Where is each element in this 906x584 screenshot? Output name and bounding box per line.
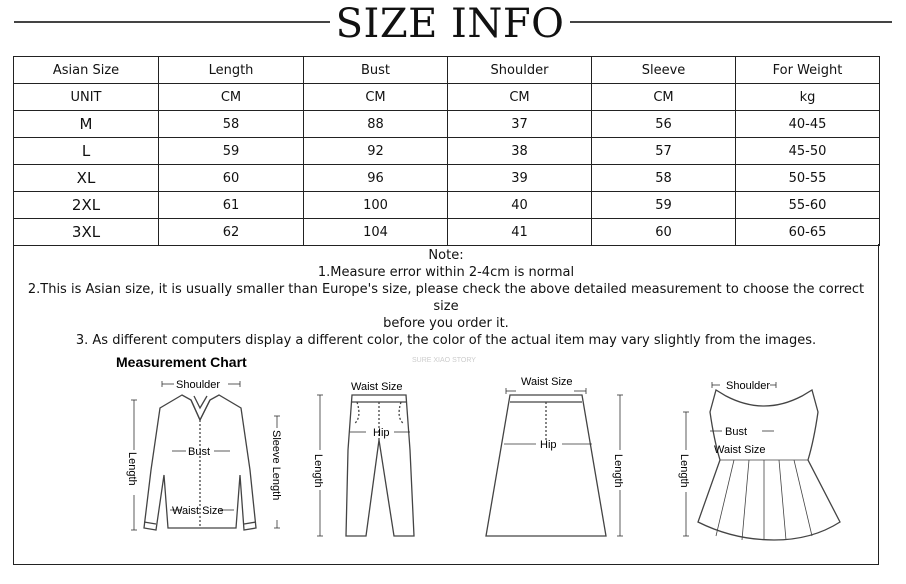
- title-row: [0, 0, 906, 48]
- column-header: Shoulder: [448, 57, 592, 84]
- unit-cell: CM: [448, 84, 592, 111]
- dress-waist-label: Waist Size: [714, 444, 766, 456]
- size-cell: 3XL: [14, 219, 159, 246]
- table-unit-row: [14, 84, 880, 111]
- size-cell: XL: [14, 165, 159, 192]
- shirt-shoulder-label: Shoulder: [176, 379, 221, 391]
- chart-title: Measurement Chart: [116, 354, 247, 370]
- value-cell: 39: [448, 165, 592, 192]
- shirt-length-label: Length: [126, 452, 138, 486]
- dress-diagram: [698, 390, 840, 540]
- watermark: SURE XIAO STORY: [412, 357, 476, 364]
- shirt-collar-icon: [191, 396, 210, 420]
- size-table: [13, 56, 880, 246]
- shirt-cuff-right-icon: [244, 522, 256, 524]
- skirt-waist-label: Waist Size: [521, 376, 573, 388]
- skirt-diagram: [486, 395, 606, 536]
- title-divider-left: [14, 21, 330, 23]
- unit-cell: CM: [159, 84, 304, 111]
- size-cell: 2XL: [14, 192, 159, 219]
- note-line-3: 3. As different computers display a different color, the color of the actual item may vary slightly from the images.: [75, 333, 817, 348]
- value-cell: 40: [448, 192, 592, 219]
- unit-cell: CM: [592, 84, 736, 111]
- measurement-chart-svg: [14, 340, 880, 565]
- column-header: Bust: [304, 57, 448, 84]
- value-cell: 59: [592, 192, 736, 219]
- table-row: [14, 192, 880, 219]
- size-cell: L: [14, 138, 159, 165]
- title-divider-right: [570, 21, 892, 23]
- value-cell: 100: [304, 192, 448, 219]
- pants-arrows: [317, 395, 410, 536]
- value-cell: 45-50: [736, 138, 880, 165]
- value-cell: 38: [448, 138, 592, 165]
- dress-bust-label: Bust: [725, 426, 748, 438]
- value-cell: 50-55: [736, 165, 880, 192]
- value-cell: 56: [592, 111, 736, 138]
- shirt-bust-label: Bust: [188, 446, 211, 458]
- shirt-cuff-left-icon: [144, 522, 156, 524]
- unit-cell: CM: [304, 84, 448, 111]
- notes-box: [13, 244, 879, 565]
- table-row: [14, 165, 880, 192]
- column-header: Sleeve: [592, 57, 736, 84]
- value-cell: 59: [159, 138, 304, 165]
- value-cell: 37: [448, 111, 592, 138]
- value-cell: 60-65: [736, 219, 880, 246]
- pants-length-label: Length: [312, 454, 324, 488]
- value-cell: 41: [448, 219, 592, 246]
- table-row: [14, 111, 880, 138]
- pants-diagram: [346, 395, 414, 536]
- table-row: [14, 138, 880, 165]
- pants-outline-icon: [346, 395, 414, 536]
- page-title: SIZE INFO: [335, 1, 565, 47]
- value-cell: 60: [159, 165, 304, 192]
- pants-waist-label: Waist Size: [351, 381, 403, 393]
- value-cell: 104: [304, 219, 448, 246]
- value-cell: 96: [304, 165, 448, 192]
- dress-length-label: Length: [678, 454, 690, 488]
- notes-heading: Note:: [428, 248, 464, 263]
- unit-cell: UNIT: [14, 84, 159, 111]
- value-cell: 58: [159, 111, 304, 138]
- value-cell: 61: [159, 192, 304, 219]
- column-header: Length: [159, 57, 304, 84]
- skirt-outline-icon: [486, 395, 606, 536]
- value-cell: 92: [304, 138, 448, 165]
- column-header: Asian Size: [14, 57, 159, 84]
- shirt-waist-label: Waist Size: [172, 505, 224, 517]
- skirt-hip-label: Hip: [540, 439, 557, 451]
- skirt-length-label: Length: [612, 454, 624, 488]
- value-cell: 55-60: [736, 192, 880, 219]
- value-cell: 58: [592, 165, 736, 192]
- value-cell: 40-45: [736, 111, 880, 138]
- measurement-chart: [14, 340, 880, 565]
- shirt-sleeve-label: Sleeve Length: [270, 430, 282, 501]
- value-cell: 57: [592, 138, 736, 165]
- value-cell: 88: [304, 111, 448, 138]
- skirt-arrows: [504, 388, 623, 536]
- dress-pleats-icon: [716, 460, 812, 540]
- dress-arrows: [683, 382, 776, 536]
- pants-hip-label: Hip: [373, 427, 390, 439]
- dress-outline-icon: [698, 390, 840, 540]
- note-line-1: 1.Measure error within 2-4cm is normal: [317, 265, 575, 280]
- column-header: For Weight: [736, 57, 880, 84]
- value-cell: 60: [592, 219, 736, 246]
- size-cell: M: [14, 111, 159, 138]
- table-row: [14, 219, 880, 246]
- dress-shoulder-label: Shoulder: [726, 380, 771, 392]
- table-header-row: [14, 57, 880, 84]
- value-cell: 62: [159, 219, 304, 246]
- unit-cell: kg: [736, 84, 880, 111]
- note-line-2-cont: before you order it.: [383, 316, 509, 331]
- note-line-2: 2.This is Asian size, it is usually smaller than Europe's size, please check the above detailed measurement to choose the correct size: [27, 282, 865, 314]
